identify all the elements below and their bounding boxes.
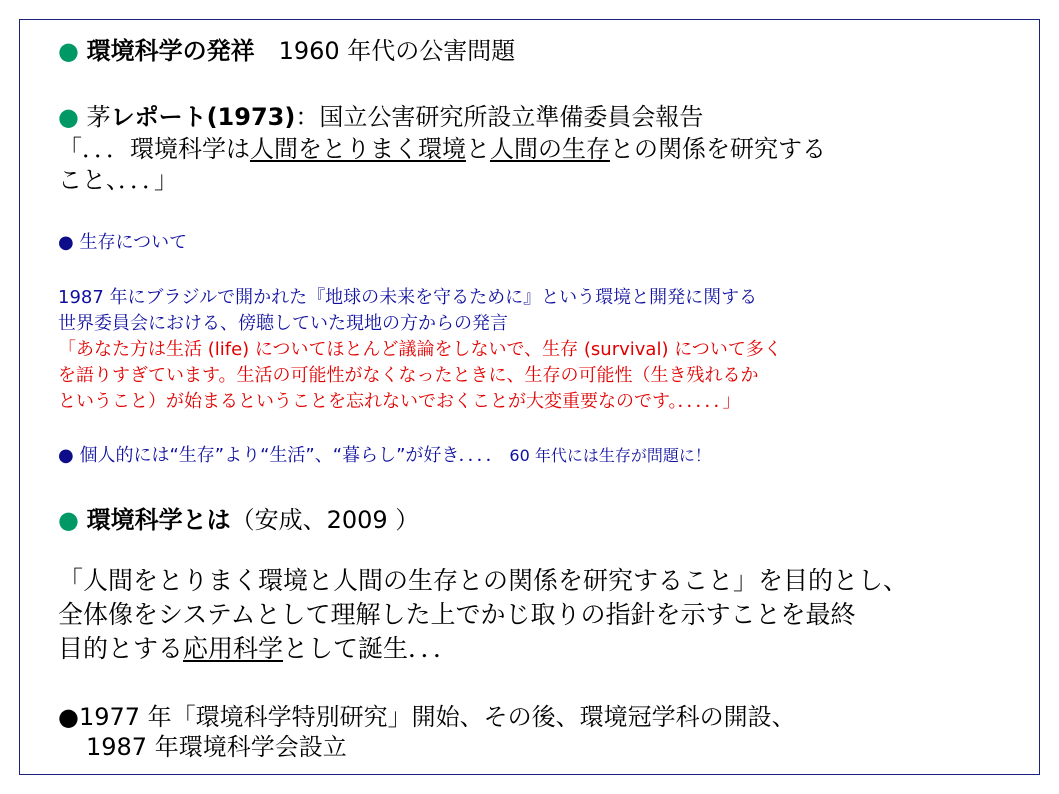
quote-underlined-survival: 人間の生存 xyxy=(490,135,610,163)
definition-text: として誕生．．． xyxy=(283,634,459,663)
survival-context-line2: 世界委員会における、傍聴していた現地の方からの発言 xyxy=(58,313,508,334)
kaya-quote-line1 xyxy=(58,136,826,164)
what-is-title: 環境科学とは xyxy=(86,506,231,534)
survival-context-line1: 1987 年にブラジルで開かれた『地球の未来を守るために』という環境と開発に関する xyxy=(58,287,758,308)
section-what-is xyxy=(58,507,419,535)
history-line1 xyxy=(58,704,796,732)
survival-quote-line3: ということ）が始まるということを忘れないでおくことが大変重要なのです。．．．．．」 xyxy=(58,391,741,412)
what-is-citation: （安成、2009 ） xyxy=(230,506,420,534)
quote-underlined-environment: 人間をとりまく環境 xyxy=(250,135,466,163)
quote-text: と xyxy=(466,135,490,163)
kaya-quote-line2: こと、．．．」 xyxy=(58,166,178,194)
quote-text: 「．．．環境科学は xyxy=(58,135,250,163)
bullet-icon: ● xyxy=(58,445,74,466)
definition-line1: 「人間をとりまく環境と人間の生存との関係を研究すること」を目的とし、 xyxy=(58,566,909,595)
origin-title: 環境科学の発祥 xyxy=(86,37,255,65)
definition-line2: 全体像をシステムとして理解した上でかじ取りの指針を示すことを最終 xyxy=(58,600,856,629)
kaya-report-desc: ：国立公害研究所設立準備委員会報告 xyxy=(295,103,704,131)
history-text: 1977 年「環境科学特別研究」開始、その後、環境冠学科の開設、 xyxy=(78,703,796,731)
applied-science-underlined: 応用科学 xyxy=(183,634,284,663)
definition-line3 xyxy=(58,635,458,664)
section-origin xyxy=(58,38,515,66)
survival-heading-text: 生存について xyxy=(79,232,188,253)
bullet-icon: ● xyxy=(58,506,79,534)
preference-note: 60 年代には生存が問題に！ xyxy=(509,446,711,465)
survival-quote-line2: を語りすぎています。生活の可能性がなくなったときに、生存の可能性（生き残れるか xyxy=(58,365,759,386)
kaya-prefix: 茅 xyxy=(86,103,111,131)
definition-text: 目的とする xyxy=(58,634,184,663)
preference-text: 個人的には“生存”より“生活”、“暮らし”が好き．．．． xyxy=(79,445,504,466)
survival-quote-line1: 「あなた方は生活 (life) についてほとんど議論をしないで、生存 (survival) について多く xyxy=(58,339,782,360)
survival-heading xyxy=(58,233,187,254)
bullet-icon: ● xyxy=(58,103,79,131)
quote-text: との関係を研究する xyxy=(610,135,826,163)
bullet-icon: ● xyxy=(58,232,74,253)
personal-preference xyxy=(58,446,711,467)
bullet-icon: ● xyxy=(58,37,79,65)
section-kaya-report xyxy=(58,104,703,132)
kaya-report-title: レポート(1973) xyxy=(110,103,296,131)
origin-subtitle: 1960 年代の公害問題 xyxy=(254,37,516,65)
history-line2: 1987 年環境科学会設立 xyxy=(86,733,347,761)
bullet-icon: ● xyxy=(58,703,79,731)
